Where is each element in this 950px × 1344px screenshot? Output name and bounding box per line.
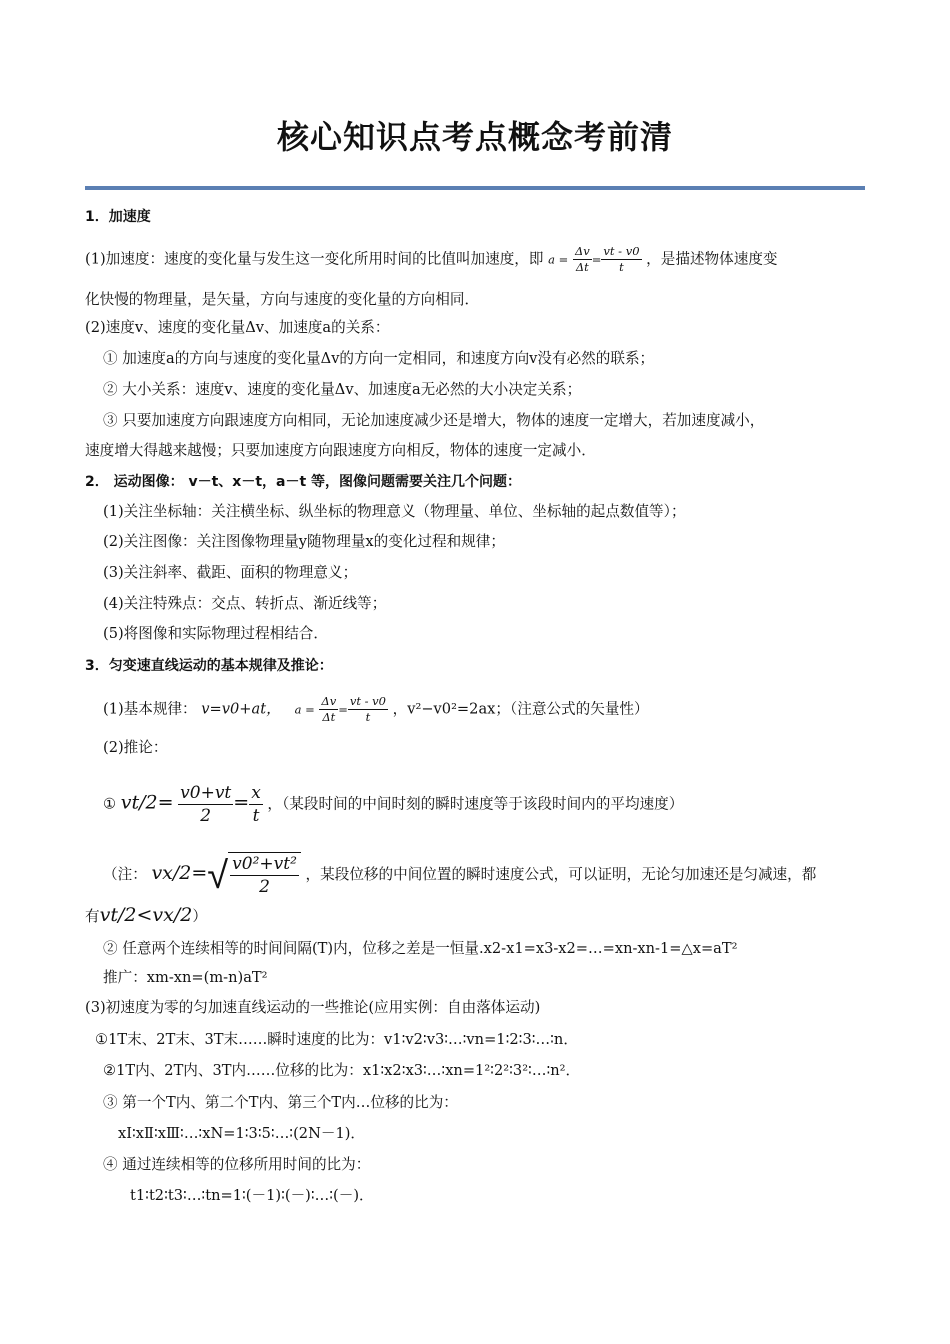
note-cont-formula: vt/2<vx/2 bbox=[99, 904, 193, 926]
c1-lhs: vt/2= bbox=[120, 791, 174, 814]
note-cont-pre: 有 bbox=[85, 908, 100, 925]
s3-inference-2: ② 任意两个连续相等的时间间隔(T)内，位移之差是一恒量.x2-x1=x3-x2=…=xn-xn-1=△x=aT² bbox=[103, 940, 738, 957]
s3-zero-4: ④ 通过连续相等的位移所用时间的比为： bbox=[103, 1156, 371, 1173]
formula-a2-lhs: a = bbox=[294, 702, 315, 717]
s1-relation-1: ① 加速度a的方向与速度的变化量Δv的方向一定相同，和速度方向v没有必然的联系； bbox=[103, 350, 655, 367]
s3-note bbox=[103, 852, 888, 898]
frac-denominator: Δt bbox=[322, 710, 336, 724]
s3-zero-2: ②1T内、2T内、3T内……位移的比为：x1∶x2∶x3∶…∶xn=1²∶2²∶3²∶…∶n²． bbox=[103, 1062, 581, 1079]
title-divider bbox=[85, 186, 865, 190]
s1-relation-3: ③ 只要加速度方向跟速度方向相同，无论加速度减少还是增大，物体的速度一定增大，若加速度减小， bbox=[103, 412, 765, 429]
frac-denominator: t bbox=[365, 710, 371, 724]
s3-basic-v: v=v0+at， bbox=[201, 700, 281, 718]
formula-a2-frac-2 bbox=[348, 694, 388, 725]
s3-note-cont bbox=[85, 905, 870, 927]
note-lhs: vx/2= bbox=[151, 862, 208, 884]
s1-relation-3-cont: 速度增大得越来越慢；只要加速度方向跟速度方向相反，物体的速度一定减小． bbox=[85, 442, 596, 459]
frac-denominator: 2 bbox=[200, 806, 212, 826]
c1-note: ，（某段时间的中间时刻的瞬时速度等于该段时间内的平均速度） bbox=[267, 795, 684, 813]
formula-a2-eq: = bbox=[338, 702, 348, 717]
frac-numerator: x bbox=[251, 783, 261, 803]
frac-denominator: t bbox=[252, 806, 260, 826]
section-1-heading: 1．加速度 bbox=[85, 209, 151, 225]
s3-basic-tail: ，v²−v0²=2ax；（注意公式的矢量性） bbox=[392, 700, 649, 718]
frac-denominator: Δt bbox=[575, 260, 589, 274]
frac-numerator: vt - v0 bbox=[603, 244, 640, 258]
s3-zero-1: ①1T末、2T末、3T末……瞬时速度的比为：v1∶v2∶v3∶…∶vn=1∶2∶3∶…∶n． bbox=[95, 1031, 578, 1048]
frac-denominator: t bbox=[619, 260, 624, 274]
formula-a-frac-2 bbox=[601, 244, 641, 275]
page-title: 核心知识点考点概念考前清 bbox=[276, 118, 673, 156]
s1-paragraph-1-cont: 化快慢的物理量，是矢量，方向与速度的变化量的方向相同． bbox=[85, 291, 480, 308]
frac-denominator: 2 bbox=[259, 877, 270, 897]
note-text: ，某段位移的中间位置的瞬时速度公式，可以证明，无论匀加速还是匀减速，都 bbox=[305, 866, 817, 883]
s2-item-4: (4)关注特殊点：交点、转折点、渐近线等； bbox=[103, 595, 387, 612]
formula-a2-frac-1 bbox=[319, 694, 338, 725]
s2-item-5: (5)将图像和实际物理过程相结合． bbox=[103, 625, 328, 642]
note-frac bbox=[230, 853, 299, 898]
c1-frac-2 bbox=[249, 782, 263, 827]
section-2-heading: 2． 运动图像： v－t、x－t，a－t 等，图像问题需要关注几个问题： bbox=[85, 474, 522, 490]
frac-numerator: Δv bbox=[574, 244, 590, 258]
s3-inference-2-generalization: 推广：xm-xn=(m-n)aT² bbox=[103, 969, 268, 986]
s3-zero-3: ③ 第一个T内、第二个T内、第三个T内…位移的比为： bbox=[103, 1094, 458, 1111]
s3-zero-3-formula: xⅠ∶xⅡ∶xⅢ∶…∶xN=1∶3∶5∶…∶(2N－1)． bbox=[118, 1125, 366, 1142]
frac-numerator: v0+vt bbox=[180, 783, 232, 803]
s2-item-1: (1)关注坐标轴：关注横坐标、纵坐标的物理意义（物理量、单位、坐标轴的起点数值等）； bbox=[103, 503, 686, 520]
s1-p1-pre: (1)加速度：速度的变化量与发生这一变化所用时间的比值叫加速度，即 bbox=[85, 250, 544, 268]
s3-inference-label: (2)推论： bbox=[103, 739, 168, 756]
s3-paragraph-3: (3)初速度为零的匀加速直线运动的一些推论(应用实例：自由落体运动) bbox=[85, 999, 541, 1016]
c1-eq: = bbox=[233, 791, 250, 814]
s3-basic-law bbox=[103, 694, 888, 725]
frac-numerator: Δv bbox=[321, 694, 337, 708]
formula-a-lhs: a = bbox=[548, 252, 569, 267]
s1-relation-2: ② 大小关系：速度v、速度的变化量Δv、加速度a无必然的大小决定关系； bbox=[103, 381, 582, 398]
s1-p1-post: ，是描述物体速度变 bbox=[646, 250, 778, 268]
note-pre: （注： bbox=[103, 866, 147, 883]
s2-item-2: (2)关注图像：关注图像物理量y随物理量x的变化过程和规律； bbox=[103, 533, 505, 550]
frac-numerator: v0²+vt² bbox=[232, 854, 297, 874]
formula-a-eq: = bbox=[591, 252, 602, 267]
note-cont-post: ） bbox=[192, 908, 207, 925]
section-3-heading: 3．匀变速直线运动的基本规律及推论： bbox=[85, 658, 333, 674]
s1-paragraph-2: (2)速度v、速度的变化量Δv、加速度a的关系： bbox=[85, 319, 390, 336]
s3-inference-1 bbox=[103, 782, 888, 827]
c1-mark: ① bbox=[103, 795, 117, 813]
formula-a-frac-1 bbox=[573, 244, 592, 275]
c1-frac-1 bbox=[178, 782, 233, 827]
s3-zero-4-formula: t1∶t2∶t3∶…∶tn=1∶(－1)∶(－)∶…∶(－)． bbox=[130, 1187, 374, 1204]
sqrt-icon: √ bbox=[207, 853, 229, 897]
s2-item-3: (3)关注斜率、截距、面积的物理意义； bbox=[103, 564, 358, 581]
s1-paragraph-1 bbox=[85, 244, 870, 275]
frac-numerator: vt - v0 bbox=[349, 694, 386, 708]
note-radicand bbox=[228, 852, 301, 898]
s3-basic-pre: (1)基本规律： bbox=[103, 700, 197, 718]
